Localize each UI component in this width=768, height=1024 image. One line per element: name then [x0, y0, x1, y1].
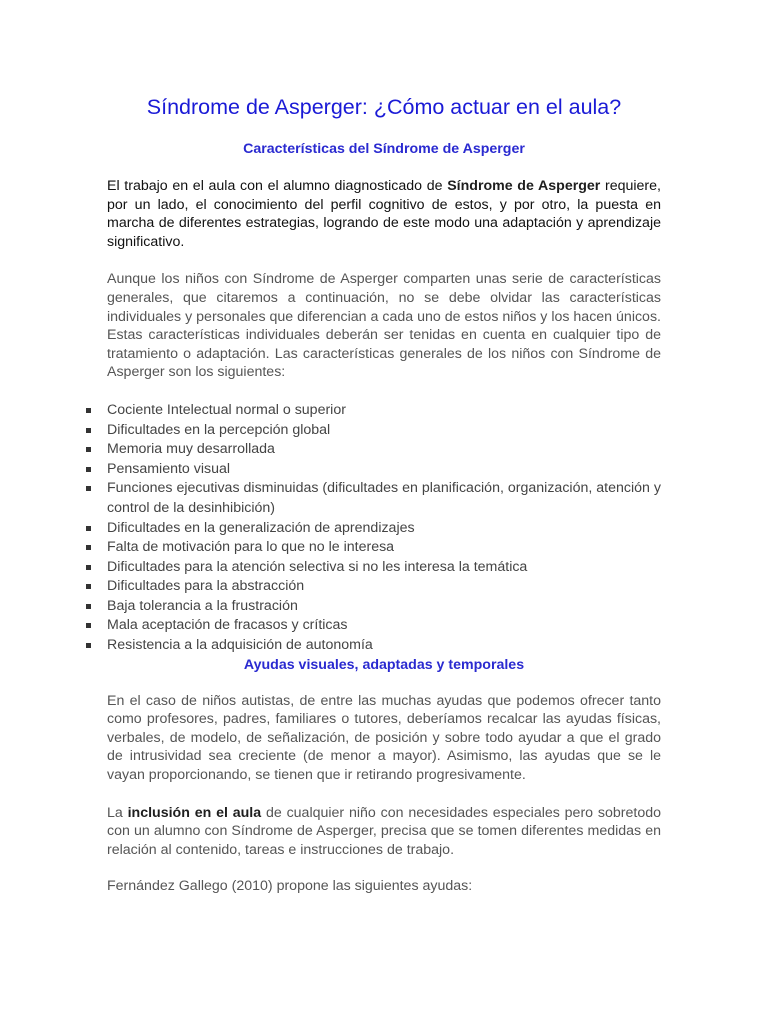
list-item — [107, 597, 661, 617]
intro-bold-term: Síndrome de Asperger — [447, 178, 601, 194]
list-item-text: Funciones ejecutivas disminuidas (dificultades en planificación, organización, atención y control de la desinhibición) — [107, 480, 661, 516]
list-item — [107, 460, 661, 480]
inclusion-text-end: de cualquier niño con necesidades especiales pero sobretodo con un alumno con Síndrome de Asperger, precisa que se tomen diferentes medidas en relación al contenido, tareas e instrucciones de trabajo. — [107, 804, 661, 858]
intro-paragraph — [107, 177, 661, 251]
square-bullet-icon — [86, 467, 91, 472]
square-bullet-icon — [86, 565, 91, 570]
list-item — [107, 401, 661, 421]
inclusion-bold-term: inclusión en el aula — [127, 804, 262, 821]
list-item — [107, 558, 661, 578]
list-item — [107, 421, 661, 441]
square-bullet-icon — [86, 584, 91, 589]
list-item — [107, 538, 661, 558]
proposal-paragraph: Fernández Gallego (2010) propone las siguientes ayudas: — [107, 878, 473, 895]
list-item-text: Memoria muy desarrollada — [107, 441, 275, 458]
square-bullet-icon — [86, 486, 91, 491]
aids-paragraph: En el caso de niños autistas, de entre las muchas ayudas que podemos ofrecer tanto como profesores, padres, familiares o tutores, deberíamos recalcar las ayudas físicas, verbales, de modelo, de señalización, de posición y sobre todo ayudar a que el grado de intrusividad sea creciente (de menor a mayor). Asimismo, las ayudas que se le vayan proporcionando, se tienen que ir retirando progresivamente. — [107, 692, 661, 784]
list-item — [107, 440, 661, 460]
square-bullet-icon — [86, 447, 91, 452]
list-item-text: Baja tolerancia a la frustración — [107, 597, 298, 614]
document-content — [107, 92, 661, 896]
square-bullet-icon — [86, 408, 91, 413]
list-item — [107, 479, 661, 518]
section-heading-visual-aids: Ayudas visuales, adaptadas y temporales — [243, 656, 525, 673]
square-bullet-icon — [86, 428, 91, 433]
square-bullet-icon — [86, 623, 91, 628]
list-item-text: Cociente Intelectual normal o superior — [107, 401, 346, 418]
list-item-text: Dificultades para la atención selectiva si no les interesa la temática — [107, 558, 528, 575]
list-item-text: Dificultades para la abstracción — [107, 578, 305, 595]
list-item — [107, 577, 661, 597]
list-item — [107, 519, 661, 539]
page-title: Síndrome de Asperger: ¿Cómo actuar en el aula? — [146, 95, 622, 119]
inclusion-paragraph — [107, 804, 661, 860]
section-heading-characteristics: Características del Síndrome de Asperger — [243, 141, 525, 157]
intro-text-end: requiere, por un lado, el conocimiento del perfil cognitivo de estos, y por otro, la puesta en marcha de diferentes estrategias, logrando de este modo una adaptación y aprendizaje significativo. — [107, 178, 661, 250]
square-bullet-icon — [86, 545, 91, 550]
square-bullet-icon — [86, 604, 91, 609]
list-item-text: Falta de motivación para lo que no le interesa — [107, 539, 395, 556]
characteristics-intro-paragraph: Aunque los niños con Síndrome de Asperger comparten unas serie de características generales, que citaremos a continuación, no se debe olvidar las características individuales y personales que diferencian a cada uno de estos niños y los hacen únicos. Estas características individuales deberán ser tenidas en cuenta en cualquier tipo de tratamiento o adaptación. Las características generales de los niños con Síndrome de Asperger son los siguientes: — [107, 271, 661, 381]
list-item-text: Pensamiento visual — [107, 460, 231, 477]
list-item-text: Dificultades en la generalización de aprendizajes — [107, 519, 415, 536]
list-item — [107, 616, 661, 636]
square-bullet-icon — [86, 643, 91, 648]
characteristics-list — [107, 401, 661, 656]
intro-text-start: El trabajo en el aula con el alumno diagnosticado de — [107, 178, 448, 194]
list-item-text: Dificultades en la percepción global — [107, 421, 331, 438]
inclusion-text-start: La — [107, 804, 128, 821]
list-item-text: Resistencia a la adquisición de autonomía — [107, 637, 373, 654]
list-item — [107, 636, 661, 656]
square-bullet-icon — [86, 526, 91, 531]
list-item-text: Mala aceptación de fracasos y críticas — [107, 617, 348, 634]
